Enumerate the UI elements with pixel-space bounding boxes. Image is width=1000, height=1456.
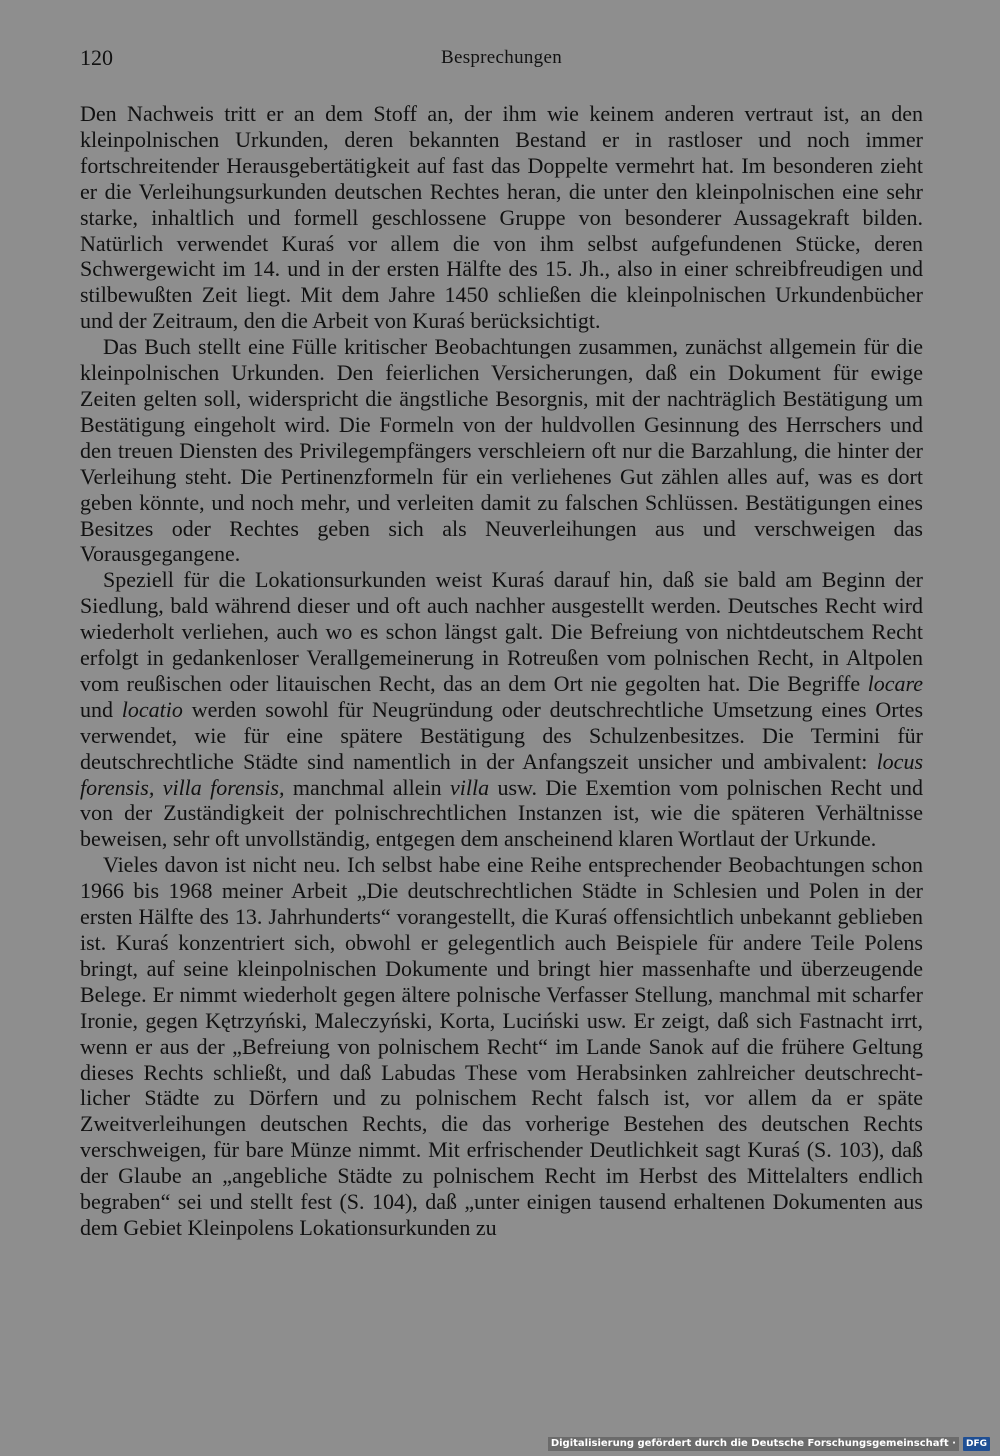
page-number: 120 [80, 45, 113, 70]
term-villa: villa [450, 774, 490, 800]
paragraph-3-part-4: manchmal allein [292, 774, 442, 800]
body-text [80, 101, 923, 1241]
paragraph-3 [80, 567, 923, 852]
digitization-footer [548, 1437, 990, 1451]
paragraph-3-part-1: Speziell für die Lokationsurkunden weist Kuraś darauf hin, daß sie bald am Beginn der Siedlung, bald während dieser und oft auch nachher ausgestellt werden. Deutsches Recht wird wiederholt verliehen, auch wo es schon längst galt. Die Befreiung von nichtdeutschem Recht erfolgt in gedankenloser Verallgemeinerung in Rotreußen vom polnischen Recht, in Altpolen vom reußischen oder litauischen Recht, das an dem Ort nie gegolten hat. Die Begriffe [80, 567, 923, 696]
footer-credit: Digitalisierung gefördert durch die Deutsche Forschungsgemeinschaft · [548, 1437, 959, 1451]
running-head: Besprechungen [440, 47, 563, 68]
paragraph-3-part-3: werden sowohl für Neugründung oder deutschrechtliche Umsetzung eines Ortes verwendet, wie für eine spätere Bestätigung des Schulzenbesitzes. Die Termini für deutschrechtliche Städte sind namentlich in der Anfangszeit unsicher und ambivalent: [80, 696, 924, 774]
paragraph-4: Vieles davon ist nicht neu. Ich selbst habe eine Reihe entsprechender Beobachtungen schon 1966 bis 1968 meiner Arbeit „Die deutschrechtlichen Städte in Schlesien und Polen in der ersten Hälfte des 13. Jahrhunderts“ vorangestellt, die Kuraś offensichtlich unbekannt geblieben ist. Kuraś konzentriert sich, obwohl er gelegentlich auch Beispiele für andere Teile Polens bringt, auf seine kleinpolnischen Dokumente und bringt hier massenhafte und überzeugende Belege. Er nimmt wiederholt gegen ältere polnische Verfasser Stellung, manchmal mit scharfer Ironie, gegen Kętrzyński, Maleczyński, Korta, Luciński usw. Er zeigt, daß sich Fastnacht irrt, wenn er aus der „Befreiung von polnischem Recht“ im Lande Sanok auf die frühere Geltung dieses Rechts schließt, und daß Labudas These vom Herabsinken zahlreicher deutschrechtlicher Städte zu Dörfern und zu polnischem Recht falsch ist, vor allem da er späte Zweitverleihungen deutschen Rechts, die das vorherige Bestehen des deutschen Rechts verschweigen, für bare Münze nimmt. Mit erfrischender Deutlichkeit sagt Kuraś (S. 103), daß der Glaube an „angebliche Städte zu polnischem Recht im Herbst des Mittelalters endlich begraben“ sei und stellt fest (S. 104), daß „unter einigen tausend erhaltenen Dokumenten aus dem Gebiet Kleinpolens Lokationsurkunden zu [80, 852, 923, 1240]
page-header [80, 44, 923, 74]
dfg-logo: DFG [963, 1437, 990, 1451]
paragraph-1: Den Nachweis tritt er an dem Stoff an, der ihm wie keinem anderen vertraut ist, an den kleinpolnischen Urkunden, deren bekannten Bestand er in rastloser und noch immer fortschreitender Herausgebertätigkeit auf fast das Doppelte vermehrt hat. Im besonderen zieht er die Verleihungsurkunden deutschen Rechtes heran, die unter den kleinpolnischen eine sehr starke, inhaltlich und formell geschlossene Gruppe von besonderer Aussagekraft bilden. Natürlich verwendet Kuraś vor allem die von ihm selbst aufgefundenen Stücke, deren Schwergewicht im 14. und in der ersten Hälfte des 15. Jh., also in einer schreibfreudigen und stilbewußten Zeit liegt. Mit dem Jahre 1450 schließen die kleinpolnischen Urkundenbücher und der Zeitraum, den die Arbeit von Kuraś berücksichtigt. [80, 101, 923, 334]
paragraph-2: Das Buch stellt eine Fülle kritischer Beobachtungen zusammen, zunächst allgemein für die kleinpolnischen Urkunden. Den feierlichen Versicherungen, daß ein Dokument für ewige Zeiten gelten soll, widerspricht die ängstliche Besorgnis, mit der nachträglich Bestätigung um Bestätigung eingeholt wird. Die Formeln von der huldvollen Gesinnung des Herrschers und den treuen Diensten des Privilegempfängers verschleiern oft nur die Barzahlung, die hinter der Verleihung steht. Die Pertinenzformeln für ein verliehenes Gut zählen alles auf, was es dort geben könnte, und noch mehr, und verleiten damit zu falschen Schlüssen. Bestätigungen eines Besitzes oder Rechtes geben sich als Neuverleihungen aus und verschweigen das Vorausgegangene. [80, 334, 923, 567]
term-locus-forensis: locus forensis, villa forensis, [80, 748, 924, 800]
paragraph-3-part-2: und [80, 696, 113, 722]
term-locare: locare [867, 670, 924, 696]
term-locatio: locatio [121, 696, 183, 722]
paragraph-3-part-5: usw. Die Exemtion vom polnischen Recht und von der Zuständigkeit der polnischrechtlichen Instanzen ist, wie die späteren Verhältnisse beweisen, sehr oft unvollständig, entgegen dem anscheinend klaren Wortlaut der Urkunde. [80, 774, 924, 852]
